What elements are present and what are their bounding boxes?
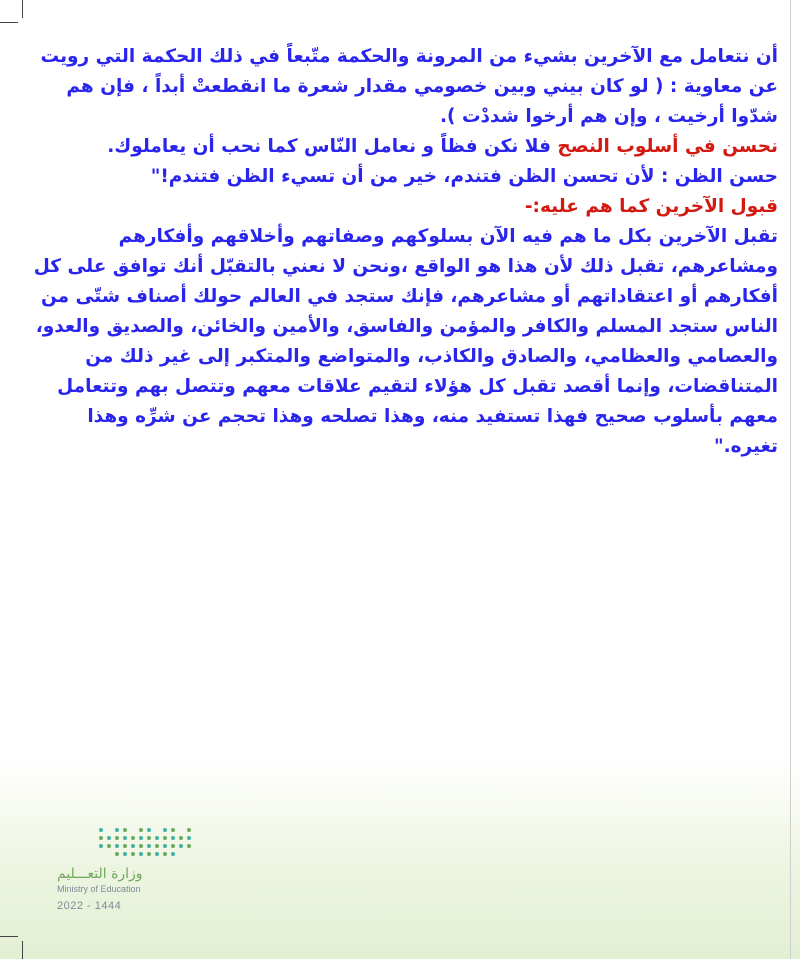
logo-dot [115,844,119,848]
crop-mark-bottom-left [22,941,23,959]
paragraph-acceptance-body [30,222,778,462]
good-opinion-text: حسن الظن : لأن تحسن الظن فتندم، خير من أن تسيء الظن فتندم!" [150,166,778,187]
logo-dot [147,836,151,840]
flexibility-heading: أن نتعامل مع الآخرين بشيء من المرونة والحكمة [336,46,778,67]
logo-dot [163,828,167,832]
logo-dot [131,836,135,840]
logo-dot [163,844,167,848]
logo-dot [139,844,143,848]
logo-dot [163,836,167,840]
logo-dot [107,836,111,840]
logo-dot [123,844,127,848]
logo-dot [115,836,119,840]
logo-dot [123,852,127,856]
logo-dot [171,836,175,840]
crop-mark-top-left-h [0,22,18,23]
logo-dot [155,836,159,840]
paragraph-acceptance-heading [30,192,778,222]
logo-dot [187,844,191,848]
logo-dot [115,828,119,832]
logo-dot [139,852,143,856]
logo-dot [99,844,103,848]
paragraph-flexibility [30,42,778,132]
crop-mark-top-left [22,0,23,18]
logo-dot [147,852,151,856]
advice-body: فلا نكن فظاً و نعامل النّاس كما نحب أن يعاملوك. [107,136,558,157]
ministry-logo [55,828,195,918]
acceptance-heading: قبول الآخرين كما هم عليه:- [524,196,778,217]
logo-dot [155,852,159,856]
ministry-english-name: Ministry of Education [57,884,141,894]
ministry-arabic-name: وزارة التعـــليم [57,866,143,882]
crop-mark-bottom-left-h [0,936,18,937]
logo-dot [115,852,119,856]
edition-year: 2022 - 1444 [57,900,122,912]
paragraph-advice [30,132,778,162]
logo-dot [123,828,127,832]
logo-dot [131,844,135,848]
logo-dot [123,836,127,840]
logo-dot [163,852,167,856]
acceptance-body: تقبل الآخرين بكل ما هم فيه الآن بسلوكهم وصفاتهم وأخلاقهم وأفكارهم ومشاعرهم، تقبل ذلك لأن هذا هو الواقع ،ونحن لا نعني بالتقبّل أنك توافق على كل أفكارهم أو اعتقاداتهم أو مشاعرهم، فإنك ستجد في العالم حولك أصناف شتّى من الناس ستجد المسلم والكافر والمؤمن والفاسق، والأمين والخائن، والصديق والعدو، والعصامي والعظامي، والصادق والكاذب، والمتواضع والمتكبر إلى غير ذلك من المتناقضات، وإنما أقصد تقبل كل هؤلاء لتقيم علاقات معهم وتتصل بهم وتتعامل معهم بأسلوب صحيح فهذا تستفيد منه، وهذا تصلحه وهذا تحجم عن شرِّه وهذا تغيره." [33,226,778,457]
logo-dot [107,844,111,848]
logo-dot [131,852,135,856]
logo-dot [171,852,175,856]
logo-dot [187,828,191,832]
paragraph-good-opinion [30,162,778,192]
logo-dot [179,836,183,840]
logo-dot [187,836,191,840]
main-text [30,42,778,462]
logo-dot [147,844,151,848]
logo-dot [139,836,143,840]
logo-dot [99,828,103,832]
logo-dot [139,828,143,832]
advice-heading: نحسن في أسلوب النصح [557,136,778,157]
logo-dot [171,844,175,848]
logo-dot [147,828,151,832]
logo-dot [171,828,175,832]
flexibility-body: متّبعاً في ذلك الحكمة التي رويت عن معاوية : ( لو كان بيني وبين خصومي مقدار شعرة ما انقطعتْ أبداً ، فإن هم شدّوا أرخيت ، وإن هم أرخوا شددْت ). [40,46,778,127]
page-right-edge [790,0,791,959]
ministry-dots-icon [99,828,191,862]
logo-dot [179,844,183,848]
logo-dot [99,836,103,840]
logo-dot [155,844,159,848]
